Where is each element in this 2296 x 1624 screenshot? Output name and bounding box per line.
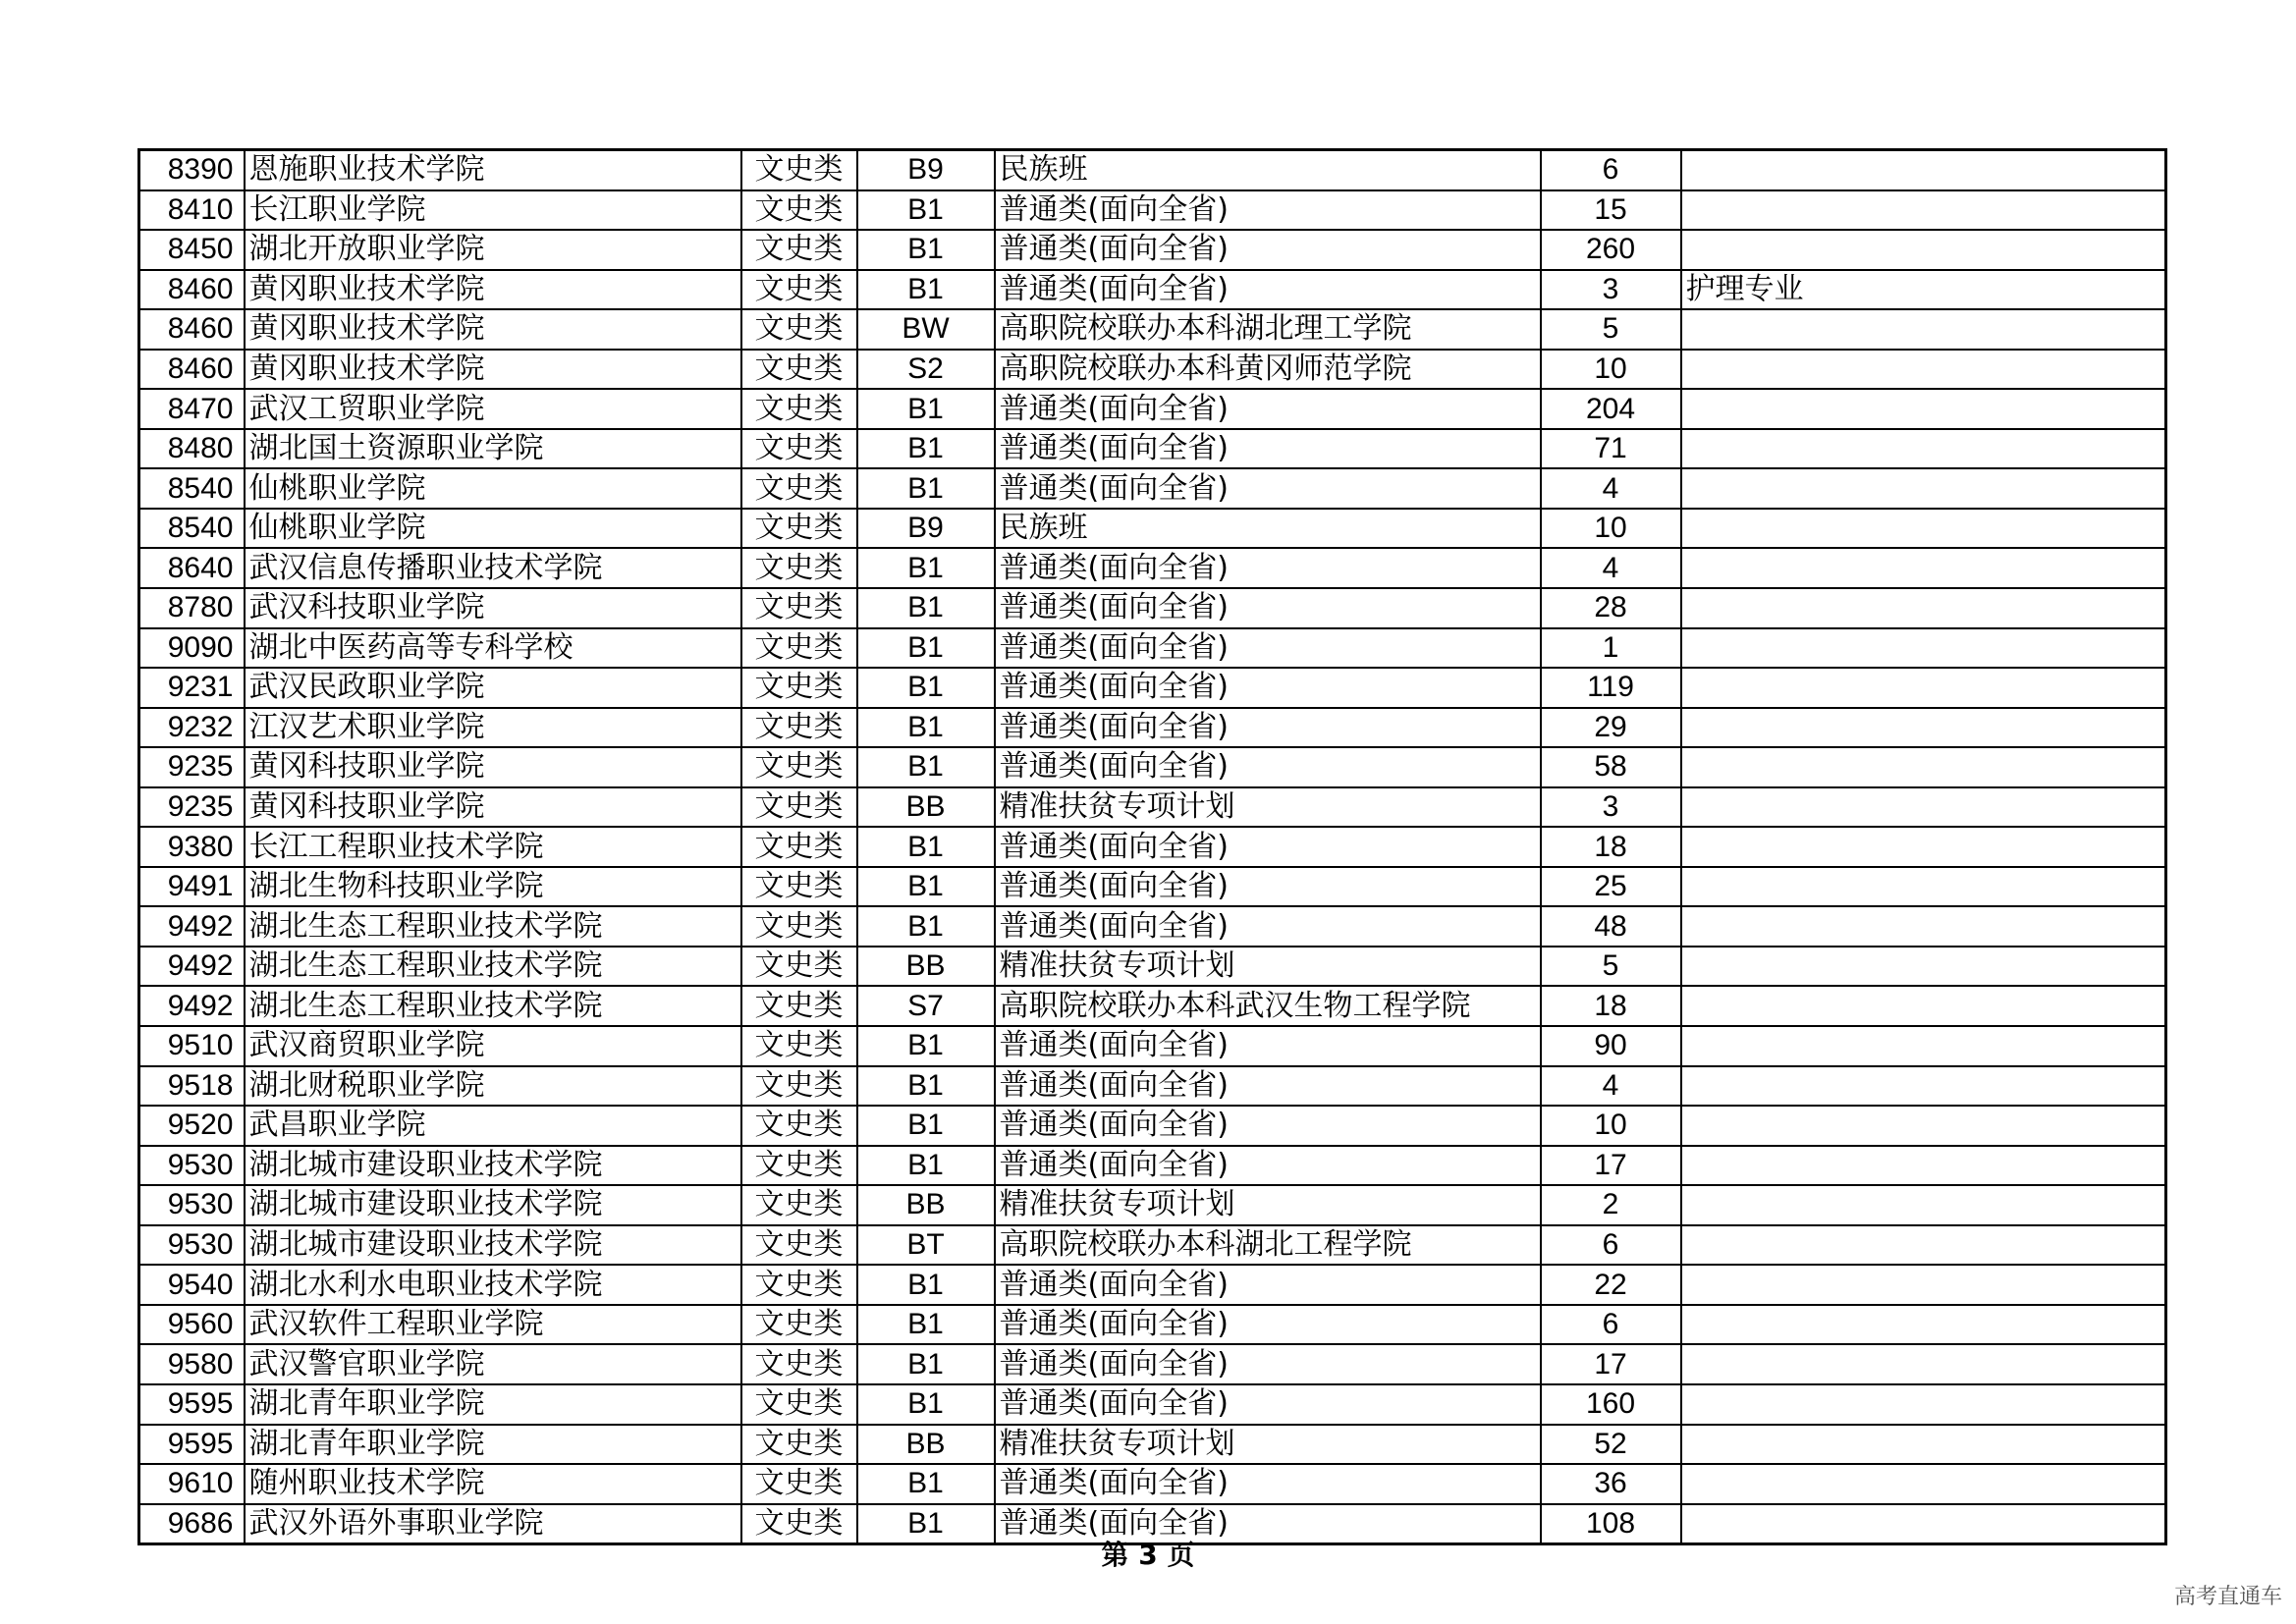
school-code-cell: 9510 bbox=[139, 1026, 245, 1066]
note-cell bbox=[1681, 1344, 2166, 1384]
subject-type-cell: 文史类 bbox=[741, 1146, 857, 1186]
school-code-cell: 9090 bbox=[139, 628, 245, 669]
category-cell: 普通类(面向全省) bbox=[995, 270, 1541, 310]
table-row bbox=[139, 1066, 2166, 1107]
category-cell: 普通类(面向全省) bbox=[995, 1106, 1541, 1146]
plan-count-cell: 15 bbox=[1541, 190, 1681, 231]
plan-count-cell: 18 bbox=[1541, 827, 1681, 867]
school-code-cell: 9491 bbox=[139, 867, 245, 907]
note-cell bbox=[1681, 509, 2166, 549]
category-cell: 普通类(面向全省) bbox=[995, 1384, 1541, 1425]
batch-code-cell: BB bbox=[857, 787, 995, 828]
subject-type-cell: 文史类 bbox=[741, 1425, 857, 1465]
plan-count-cell: 204 bbox=[1541, 389, 1681, 429]
note-cell bbox=[1681, 350, 2166, 390]
batch-code-cell: B1 bbox=[857, 230, 995, 270]
school-code-cell: 9610 bbox=[139, 1464, 245, 1504]
batch-code-cell: B1 bbox=[857, 628, 995, 669]
plan-count-cell: 17 bbox=[1541, 1344, 1681, 1384]
note-cell bbox=[1681, 986, 2166, 1026]
plan-count-cell: 22 bbox=[1541, 1265, 1681, 1305]
school-code-cell: 8460 bbox=[139, 309, 245, 350]
table-row bbox=[139, 1384, 2166, 1425]
school-name-cell: 恩施职业技术学院 bbox=[245, 150, 741, 190]
school-name-cell: 湖北中医药高等专科学校 bbox=[245, 628, 741, 669]
subject-type-cell: 文史类 bbox=[741, 270, 857, 310]
school-name-cell: 湖北城市建设职业技术学院 bbox=[245, 1225, 741, 1266]
school-code-cell: 8540 bbox=[139, 509, 245, 549]
school-name-cell: 黄冈科技职业学院 bbox=[245, 787, 741, 828]
school-code-cell: 9492 bbox=[139, 906, 245, 947]
plan-count-cell: 71 bbox=[1541, 429, 1681, 469]
plan-count-cell: 2 bbox=[1541, 1185, 1681, 1225]
category-cell: 普通类(面向全省) bbox=[995, 1146, 1541, 1186]
table-row bbox=[139, 747, 2166, 787]
batch-code-cell: BB bbox=[857, 1185, 995, 1225]
batch-code-cell: B1 bbox=[857, 588, 995, 628]
school-code-cell: 9530 bbox=[139, 1225, 245, 1266]
category-cell: 普通类(面向全省) bbox=[995, 747, 1541, 787]
subject-type-cell: 文史类 bbox=[741, 1066, 857, 1107]
batch-code-cell: B1 bbox=[857, 747, 995, 787]
school-code-cell: 8480 bbox=[139, 429, 245, 469]
subject-type-cell: 文史类 bbox=[741, 190, 857, 231]
subject-type-cell: 文史类 bbox=[741, 309, 857, 350]
category-cell: 普通类(面向全省) bbox=[995, 668, 1541, 708]
school-name-cell: 江汉艺术职业学院 bbox=[245, 708, 741, 748]
category-cell: 高职院校联办本科黄冈师范学院 bbox=[995, 350, 1541, 390]
batch-code-cell: BW bbox=[857, 309, 995, 350]
school-code-cell: 9686 bbox=[139, 1504, 245, 1544]
subject-type-cell: 文史类 bbox=[741, 1305, 857, 1345]
batch-code-cell: B1 bbox=[857, 1146, 995, 1186]
plan-count-cell: 5 bbox=[1541, 309, 1681, 350]
category-cell: 精准扶贫专项计划 bbox=[995, 947, 1541, 987]
school-name-cell: 湖北国土资源职业学院 bbox=[245, 429, 741, 469]
school-code-cell: 9232 bbox=[139, 708, 245, 748]
note-cell bbox=[1681, 787, 2166, 828]
school-name-cell: 武汉软件工程职业学院 bbox=[245, 1305, 741, 1345]
subject-type-cell: 文史类 bbox=[741, 986, 857, 1026]
batch-code-cell: B1 bbox=[857, 1504, 995, 1544]
plan-count-cell: 29 bbox=[1541, 708, 1681, 748]
category-cell: 普通类(面向全省) bbox=[995, 827, 1541, 867]
school-name-cell: 湖北城市建设职业技术学院 bbox=[245, 1185, 741, 1225]
school-name-cell: 武汉科技职业学院 bbox=[245, 588, 741, 628]
table-row bbox=[139, 1225, 2166, 1266]
note-cell bbox=[1681, 1225, 2166, 1266]
school-name-cell: 仙桃职业学院 bbox=[245, 509, 741, 549]
note-cell bbox=[1681, 827, 2166, 867]
batch-code-cell: B1 bbox=[857, 867, 995, 907]
school-code-cell: 9492 bbox=[139, 947, 245, 987]
subject-type-cell: 文史类 bbox=[741, 1225, 857, 1266]
table-row bbox=[139, 270, 2166, 310]
category-cell: 民族班 bbox=[995, 150, 1541, 190]
subject-type-cell: 文史类 bbox=[741, 1185, 857, 1225]
category-cell: 普通类(面向全省) bbox=[995, 906, 1541, 947]
note-cell: 护理专业 bbox=[1681, 270, 2166, 310]
table-row bbox=[139, 350, 2166, 390]
plan-count-cell: 10 bbox=[1541, 509, 1681, 549]
table-row bbox=[139, 947, 2166, 987]
note-cell bbox=[1681, 1146, 2166, 1186]
plan-count-cell: 4 bbox=[1541, 1066, 1681, 1107]
subject-type-cell: 文史类 bbox=[741, 1026, 857, 1066]
batch-code-cell: B1 bbox=[857, 468, 995, 509]
school-code-cell: 9595 bbox=[139, 1384, 245, 1425]
subject-type-cell: 文史类 bbox=[741, 548, 857, 588]
note-cell bbox=[1681, 389, 2166, 429]
school-name-cell: 湖北生态工程职业技术学院 bbox=[245, 986, 741, 1026]
school-code-cell: 9595 bbox=[139, 1425, 245, 1465]
plan-count-cell: 36 bbox=[1541, 1464, 1681, 1504]
school-name-cell: 仙桃职业学院 bbox=[245, 468, 741, 509]
batch-code-cell: B1 bbox=[857, 906, 995, 947]
school-code-cell: 9530 bbox=[139, 1185, 245, 1225]
batch-code-cell: B1 bbox=[857, 1106, 995, 1146]
batch-code-cell: B1 bbox=[857, 548, 995, 588]
table-row bbox=[139, 1305, 2166, 1345]
table-row bbox=[139, 867, 2166, 907]
table-row bbox=[139, 309, 2166, 350]
school-code-cell: 8460 bbox=[139, 270, 245, 310]
note-cell bbox=[1681, 1106, 2166, 1146]
plan-count-cell: 17 bbox=[1541, 1146, 1681, 1186]
note-cell bbox=[1681, 1265, 2166, 1305]
enrollment-table bbox=[137, 148, 2167, 1545]
plan-count-cell: 4 bbox=[1541, 548, 1681, 588]
batch-code-cell: B9 bbox=[857, 150, 995, 190]
school-code-cell: 9231 bbox=[139, 668, 245, 708]
school-name-cell: 湖北青年职业学院 bbox=[245, 1384, 741, 1425]
subject-type-cell: 文史类 bbox=[741, 947, 857, 987]
school-code-cell: 9235 bbox=[139, 747, 245, 787]
note-cell bbox=[1681, 1384, 2166, 1425]
batch-code-cell: B1 bbox=[857, 1265, 995, 1305]
category-cell: 普通类(面向全省) bbox=[995, 429, 1541, 469]
category-cell: 普通类(面向全省) bbox=[995, 230, 1541, 270]
table-row bbox=[139, 827, 2166, 867]
table-row bbox=[139, 787, 2166, 828]
note-cell bbox=[1681, 1464, 2166, 1504]
plan-count-cell: 260 bbox=[1541, 230, 1681, 270]
subject-type-cell: 文史类 bbox=[741, 509, 857, 549]
subject-type-cell: 文史类 bbox=[741, 708, 857, 748]
batch-code-cell: B1 bbox=[857, 1026, 995, 1066]
category-cell: 普通类(面向全省) bbox=[995, 548, 1541, 588]
school-name-cell: 武汉商贸职业学院 bbox=[245, 1026, 741, 1066]
category-cell: 高职院校联办本科武汉生物工程学院 bbox=[995, 986, 1541, 1026]
table-row bbox=[139, 628, 2166, 669]
batch-code-cell: B1 bbox=[857, 668, 995, 708]
batch-code-cell: BB bbox=[857, 1425, 995, 1465]
note-cell bbox=[1681, 1305, 2166, 1345]
category-cell: 普通类(面向全省) bbox=[995, 1265, 1541, 1305]
note-cell bbox=[1681, 1026, 2166, 1066]
subject-type-cell: 文史类 bbox=[741, 787, 857, 828]
note-cell bbox=[1681, 708, 2166, 748]
category-cell: 普通类(面向全省) bbox=[995, 1464, 1541, 1504]
school-code-cell: 8470 bbox=[139, 389, 245, 429]
school-code-cell: 8450 bbox=[139, 230, 245, 270]
table-row bbox=[139, 1265, 2166, 1305]
subject-type-cell: 文史类 bbox=[741, 1344, 857, 1384]
category-cell: 民族班 bbox=[995, 509, 1541, 549]
subject-type-cell: 文史类 bbox=[741, 468, 857, 509]
school-code-cell: 9540 bbox=[139, 1265, 245, 1305]
category-cell: 精准扶贫专项计划 bbox=[995, 1425, 1541, 1465]
subject-type-cell: 文史类 bbox=[741, 1464, 857, 1504]
school-name-cell: 长江工程职业技术学院 bbox=[245, 827, 741, 867]
plan-count-cell: 28 bbox=[1541, 588, 1681, 628]
school-name-cell: 湖北开放职业学院 bbox=[245, 230, 741, 270]
note-cell bbox=[1681, 150, 2166, 190]
note-cell bbox=[1681, 230, 2166, 270]
note-cell bbox=[1681, 628, 2166, 669]
table-row bbox=[139, 190, 2166, 231]
batch-code-cell: B1 bbox=[857, 389, 995, 429]
school-code-cell: 8540 bbox=[139, 468, 245, 509]
category-cell: 普通类(面向全省) bbox=[995, 1026, 1541, 1066]
school-name-cell: 武昌职业学院 bbox=[245, 1106, 741, 1146]
note-cell bbox=[1681, 747, 2166, 787]
batch-code-cell: BB bbox=[857, 947, 995, 987]
note-cell bbox=[1681, 1185, 2166, 1225]
plan-count-cell: 5 bbox=[1541, 947, 1681, 987]
subject-type-cell: 文史类 bbox=[741, 389, 857, 429]
category-cell: 高职院校联办本科湖北理工学院 bbox=[995, 309, 1541, 350]
school-name-cell: 黄冈科技职业学院 bbox=[245, 747, 741, 787]
table-row bbox=[139, 548, 2166, 588]
plan-count-cell: 160 bbox=[1541, 1384, 1681, 1425]
table-row bbox=[139, 708, 2166, 748]
batch-code-cell: B1 bbox=[857, 1066, 995, 1107]
school-code-cell: 8390 bbox=[139, 150, 245, 190]
table-row bbox=[139, 468, 2166, 509]
school-name-cell: 湖北生态工程职业技术学院 bbox=[245, 947, 741, 987]
table-row bbox=[139, 1344, 2166, 1384]
school-name-cell: 黄冈职业技术学院 bbox=[245, 309, 741, 350]
school-name-cell: 湖北城市建设职业技术学院 bbox=[245, 1146, 741, 1186]
school-code-cell: 9520 bbox=[139, 1106, 245, 1146]
note-cell bbox=[1681, 1066, 2166, 1107]
school-name-cell: 武汉民政职业学院 bbox=[245, 668, 741, 708]
table-row bbox=[139, 588, 2166, 628]
school-code-cell: 9580 bbox=[139, 1344, 245, 1384]
category-cell: 精准扶贫专项计划 bbox=[995, 787, 1541, 828]
batch-code-cell: B1 bbox=[857, 270, 995, 310]
plan-count-cell: 108 bbox=[1541, 1504, 1681, 1544]
category-cell: 普通类(面向全省) bbox=[995, 1066, 1541, 1107]
table-row bbox=[139, 1106, 2166, 1146]
batch-code-cell: B9 bbox=[857, 509, 995, 549]
category-cell: 普通类(面向全省) bbox=[995, 1344, 1541, 1384]
plan-count-cell: 6 bbox=[1541, 150, 1681, 190]
category-cell: 普通类(面向全省) bbox=[995, 1504, 1541, 1544]
table-row bbox=[139, 429, 2166, 469]
batch-code-cell: S7 bbox=[857, 986, 995, 1026]
subject-type-cell: 文史类 bbox=[741, 1265, 857, 1305]
table-body bbox=[139, 150, 2166, 1544]
batch-code-cell: S2 bbox=[857, 350, 995, 390]
school-name-cell: 湖北生态工程职业技术学院 bbox=[245, 906, 741, 947]
table-row bbox=[139, 389, 2166, 429]
watermark: 高考直通车 bbox=[2173, 1585, 2282, 1609]
table-row bbox=[139, 1425, 2166, 1465]
plan-count-cell: 3 bbox=[1541, 787, 1681, 828]
school-name-cell: 武汉警官职业学院 bbox=[245, 1344, 741, 1384]
plan-count-cell: 119 bbox=[1541, 668, 1681, 708]
plan-count-cell: 90 bbox=[1541, 1026, 1681, 1066]
category-cell: 普通类(面向全省) bbox=[995, 708, 1541, 748]
table-row bbox=[139, 230, 2166, 270]
note-cell bbox=[1681, 588, 2166, 628]
note-cell bbox=[1681, 429, 2166, 469]
note-cell bbox=[1681, 309, 2166, 350]
batch-code-cell: B1 bbox=[857, 429, 995, 469]
plan-count-cell: 10 bbox=[1541, 1106, 1681, 1146]
subject-type-cell: 文史类 bbox=[741, 230, 857, 270]
plan-count-cell: 6 bbox=[1541, 1225, 1681, 1266]
plan-count-cell: 58 bbox=[1541, 747, 1681, 787]
note-cell bbox=[1681, 548, 2166, 588]
note-cell bbox=[1681, 947, 2166, 987]
batch-code-cell: B1 bbox=[857, 190, 995, 231]
school-name-cell: 随州职业技术学院 bbox=[245, 1464, 741, 1504]
category-cell: 普通类(面向全省) bbox=[995, 1305, 1541, 1345]
school-code-cell: 8460 bbox=[139, 350, 245, 390]
school-code-cell: 9492 bbox=[139, 986, 245, 1026]
category-cell: 高职院校联办本科湖北工程学院 bbox=[995, 1225, 1541, 1266]
subject-type-cell: 文史类 bbox=[741, 1106, 857, 1146]
table-row bbox=[139, 1146, 2166, 1186]
school-name-cell: 武汉外语外事职业学院 bbox=[245, 1504, 741, 1544]
subject-type-cell: 文史类 bbox=[741, 827, 857, 867]
school-name-cell: 湖北水利水电职业技术学院 bbox=[245, 1265, 741, 1305]
category-cell: 精准扶贫专项计划 bbox=[995, 1185, 1541, 1225]
school-code-cell: 9235 bbox=[139, 787, 245, 828]
school-name-cell: 长江职业学院 bbox=[245, 190, 741, 231]
category-cell: 普通类(面向全省) bbox=[995, 588, 1541, 628]
subject-type-cell: 文史类 bbox=[741, 628, 857, 669]
school-code-cell: 9560 bbox=[139, 1305, 245, 1345]
batch-code-cell: B1 bbox=[857, 1464, 995, 1504]
school-code-cell: 9530 bbox=[139, 1146, 245, 1186]
subject-type-cell: 文史类 bbox=[741, 1384, 857, 1425]
subject-type-cell: 文史类 bbox=[741, 150, 857, 190]
plan-count-cell: 25 bbox=[1541, 867, 1681, 907]
batch-code-cell: B1 bbox=[857, 1344, 995, 1384]
subject-type-cell: 文史类 bbox=[741, 429, 857, 469]
plan-count-cell: 10 bbox=[1541, 350, 1681, 390]
table-row bbox=[139, 1464, 2166, 1504]
subject-type-cell: 文史类 bbox=[741, 1504, 857, 1544]
plan-count-cell: 52 bbox=[1541, 1425, 1681, 1465]
note-cell bbox=[1681, 668, 2166, 708]
school-code-cell: 9380 bbox=[139, 827, 245, 867]
school-name-cell: 湖北生物科技职业学院 bbox=[245, 867, 741, 907]
category-cell: 普通类(面向全省) bbox=[995, 628, 1541, 669]
plan-count-cell: 6 bbox=[1541, 1305, 1681, 1345]
note-cell bbox=[1681, 1425, 2166, 1465]
subject-type-cell: 文史类 bbox=[741, 867, 857, 907]
plan-count-cell: 18 bbox=[1541, 986, 1681, 1026]
table-row bbox=[139, 1185, 2166, 1225]
category-cell: 普通类(面向全省) bbox=[995, 389, 1541, 429]
subject-type-cell: 文史类 bbox=[741, 747, 857, 787]
subject-type-cell: 文史类 bbox=[741, 668, 857, 708]
school-name-cell: 武汉工贸职业学院 bbox=[245, 389, 741, 429]
page-number: 第 3 页 bbox=[1101, 1539, 1195, 1571]
subject-type-cell: 文史类 bbox=[741, 588, 857, 628]
batch-code-cell: B1 bbox=[857, 708, 995, 748]
table-row bbox=[139, 509, 2166, 549]
table-row bbox=[139, 906, 2166, 947]
school-name-cell: 湖北青年职业学院 bbox=[245, 1425, 741, 1465]
batch-code-cell: B1 bbox=[857, 1305, 995, 1345]
note-cell bbox=[1681, 906, 2166, 947]
school-name-cell: 湖北财税职业学院 bbox=[245, 1066, 741, 1107]
table-row bbox=[139, 668, 2166, 708]
subject-type-cell: 文史类 bbox=[741, 350, 857, 390]
school-name-cell: 武汉信息传播职业技术学院 bbox=[245, 548, 741, 588]
note-cell bbox=[1681, 468, 2166, 509]
note-cell bbox=[1681, 190, 2166, 231]
table-row bbox=[139, 150, 2166, 190]
plan-count-cell: 48 bbox=[1541, 906, 1681, 947]
table-row bbox=[139, 986, 2166, 1026]
plan-count-cell: 1 bbox=[1541, 628, 1681, 669]
school-code-cell: 8780 bbox=[139, 588, 245, 628]
table-row bbox=[139, 1026, 2166, 1066]
plan-count-cell: 3 bbox=[1541, 270, 1681, 310]
school-code-cell: 9518 bbox=[139, 1066, 245, 1107]
subject-type-cell: 文史类 bbox=[741, 906, 857, 947]
school-name-cell: 黄冈职业技术学院 bbox=[245, 350, 741, 390]
category-cell: 普通类(面向全省) bbox=[995, 190, 1541, 231]
category-cell: 普通类(面向全省) bbox=[995, 867, 1541, 907]
note-cell bbox=[1681, 867, 2166, 907]
category-cell: 普通类(面向全省) bbox=[995, 468, 1541, 509]
school-code-cell: 8640 bbox=[139, 548, 245, 588]
batch-code-cell: B1 bbox=[857, 1384, 995, 1425]
school-name-cell: 黄冈职业技术学院 bbox=[245, 270, 741, 310]
batch-code-cell: BT bbox=[857, 1225, 995, 1266]
school-code-cell: 8410 bbox=[139, 190, 245, 231]
plan-count-cell: 4 bbox=[1541, 468, 1681, 509]
batch-code-cell: B1 bbox=[857, 827, 995, 867]
